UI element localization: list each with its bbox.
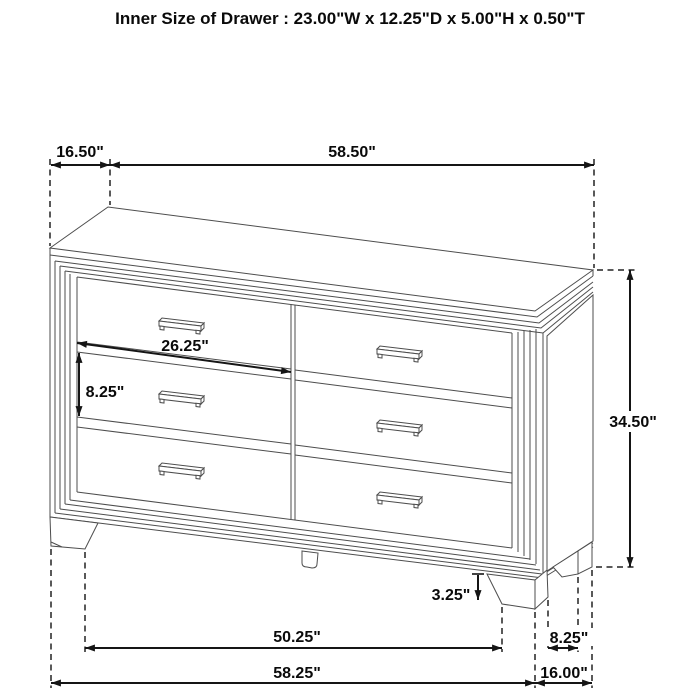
dimension-top-width bbox=[110, 144, 594, 165]
dresser-drawing bbox=[50, 207, 593, 609]
legs bbox=[50, 517, 592, 609]
dimension-overall-height bbox=[605, 270, 662, 567]
drawer-handle bbox=[159, 463, 204, 479]
dim-label-front-leg-span: 50.25" bbox=[273, 629, 321, 646]
drawer-handle bbox=[377, 492, 422, 508]
dimension-base-width bbox=[51, 665, 535, 683]
dim-label-top-width: 58.50" bbox=[328, 144, 376, 161]
drawer-handle bbox=[377, 346, 422, 362]
base-molding bbox=[50, 500, 543, 578]
front-left-leg bbox=[50, 517, 98, 549]
dimension-side-leg-gap bbox=[546, 628, 593, 648]
dim-label-base-depth: 16.00" bbox=[540, 665, 588, 682]
dim-label-base-width: 58.25" bbox=[273, 665, 321, 682]
dimension-leg-height bbox=[432, 574, 484, 604]
dim-label-top-depth: 16.50" bbox=[56, 144, 104, 161]
drawers bbox=[77, 304, 512, 520]
dimension-front-leg-span bbox=[85, 629, 502, 648]
dim-label-leg-height: 3.25" bbox=[431, 587, 471, 604]
drawer-handle bbox=[159, 391, 204, 407]
right-border-molding bbox=[512, 329, 547, 578]
left-border-molding bbox=[50, 255, 77, 517]
dim-label-overall-height: 34.50" bbox=[609, 414, 657, 431]
center-support-leg bbox=[302, 551, 318, 568]
drawer-handle bbox=[159, 318, 204, 334]
dim-label-side-leg-gap: 8.25" bbox=[549, 630, 589, 647]
front-right-leg-side bbox=[535, 570, 548, 609]
diagram-title: Inner Size of Drawer : 23.00"W x 12.25"D x 5.00"H x 0.50"T bbox=[115, 9, 585, 28]
dim-label-drawer-width: 26.25" bbox=[161, 338, 209, 355]
front-frame bbox=[50, 255, 547, 578]
center-divider bbox=[291, 304, 295, 520]
side-panel bbox=[547, 295, 593, 571]
front-right-leg bbox=[487, 574, 535, 609]
drawer-handle bbox=[377, 420, 422, 436]
dim-label-drawer-front-height: 8.25" bbox=[85, 384, 125, 401]
dimension-top-depth bbox=[51, 144, 110, 165]
dimension-base-depth bbox=[535, 665, 592, 683]
dimension-drawer-front-height bbox=[79, 353, 124, 416]
